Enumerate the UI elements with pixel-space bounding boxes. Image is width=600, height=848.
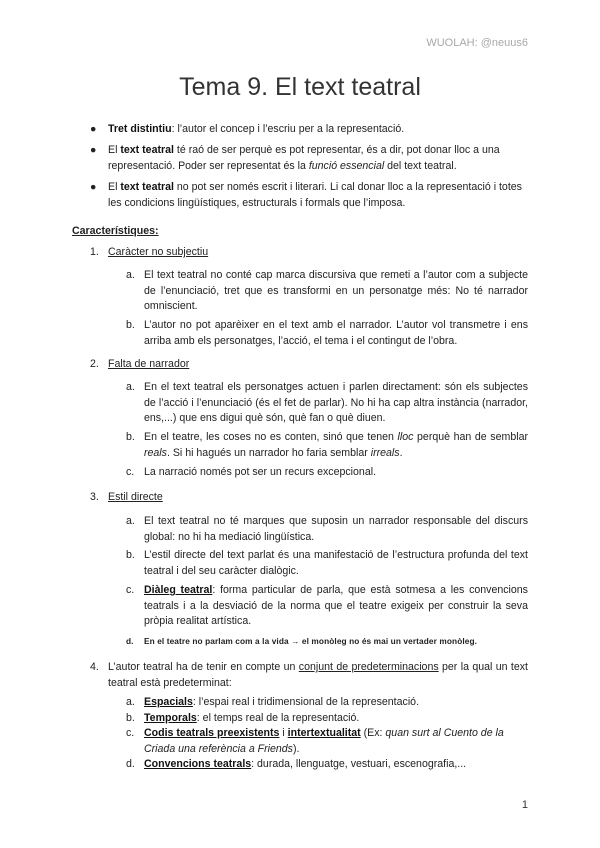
- list-item: El text teatral no conté cap marca discursiva que remeti a l’autor com a subjecte de l’enunciació, tret que es transformi en un personatge més: No té narrador omniscient.: [144, 269, 528, 313]
- list-item: En el text teatral els personatges actuen i parlen directament: són els subjectes de l’acció i l’enunciació (és el fet de parlar). No hi ha cap altra instància (narrador, ens,...) que ens digui què són, què fan o què diuen.: [144, 381, 528, 425]
- list-item: L’autor no pot aparèixer en el text amb el narrador. L’autor vol transmetre i ens arriba amb els personatges, l’acció, el tema i el contingut de l’obra.: [144, 319, 528, 347]
- watermark: WUOLAH: @neuus6: [426, 37, 528, 49]
- list-item: Codis teatrals preexistents i intertextualitat (Ex: quan surt al Cuento de la Criada una referència a Friends).: [144, 727, 504, 755]
- list-letter: a.: [126, 515, 135, 527]
- list-item: Temporals: el temps real de la representació.: [144, 712, 360, 724]
- list-item: En el teatre no parlam com a la vida → el monòleg no és mai un vertader monòleg.: [144, 636, 478, 646]
- page-title: Tema 9. El text teatral: [179, 73, 421, 101]
- page-number: 1: [521, 799, 528, 811]
- intro-term: Tret distintiu: [108, 123, 172, 135]
- list-letter: b.: [126, 549, 135, 561]
- list-number: 1.: [90, 246, 99, 258]
- list-letter: b.: [126, 431, 135, 443]
- list-letter: d.: [126, 758, 135, 770]
- list-number: 3.: [90, 491, 99, 503]
- intro-item-1: ● Tret distintiu: l’autor el concep i l’escriu per a la representació.: [108, 122, 528, 138]
- bullet-icon: ●: [90, 123, 97, 135]
- list-item: El text teatral no té marques que suposin un narrador responsable del discurs global: no hi ha mediació lingüística.: [144, 515, 528, 543]
- list-item: Convencions teatrals: durada, llenguatge, vestuari, escenografia,...: [144, 758, 467, 770]
- list-letter: d.: [126, 636, 134, 646]
- intro-item-3: ● El text teatral no pot ser només escrit i literari. Li cal donar lloc a la representació i totes les condicions lingüístiques, estructurals i formals que l’imposa.: [90, 181, 522, 209]
- bullet-icon: ●: [90, 181, 97, 193]
- list-item: L’estil directe del text parlat és una manifestació de l’estructura profunda del text teatral i del seu caràcter dialògic.: [144, 549, 528, 577]
- list-letter: b.: [126, 319, 135, 331]
- item-label: Falta de narrador: [108, 358, 190, 370]
- list-letter: a.: [126, 696, 135, 708]
- list-letter: c.: [126, 584, 135, 596]
- item-label: Caràcter no subjectiu: [108, 246, 209, 258]
- list-letter: c.: [126, 727, 135, 739]
- item-text: L’autor teatral ha de tenir en compte un conjunt de predeterminacions per la qual un text teatral està predeterminat:: [108, 661, 528, 689]
- list-letter: b.: [126, 712, 135, 724]
- list-item: Diàleg teatral: forma particular de parla, que està sotmesa a les convencions teatrals i a la desviació de la norma que el teatre exigeix per construir la seva pròpia realitat artística.: [144, 584, 528, 628]
- item-label: Estil directe: [108, 491, 163, 503]
- list-item: Espacials: l’espai real i tridimensional de la representació.: [144, 696, 420, 708]
- list-item: En el teatre, les coses no es conten, sinó que tenen lloc perquè han de semblar reals. Si hi hagués un narrador ho faria semblar irreals.: [144, 431, 528, 459]
- section-heading: Característiques:: [72, 225, 159, 237]
- list-letter: a.: [126, 381, 135, 393]
- bullet-icon: ●: [90, 144, 97, 156]
- list-item: La narració només pot ser un recurs excepcional.: [144, 466, 377, 478]
- list-number: 2.: [90, 358, 99, 370]
- list-number: 4.: [90, 661, 99, 673]
- list-letter: c.: [126, 466, 135, 478]
- list-letter: a.: [126, 269, 135, 281]
- intro-item-2: ● El text teatral té raó de ser perquè es pot representar, és a dir, pot donar lloc a una representació. Poder ser representat és la funció essencial del text teatral.: [90, 144, 500, 172]
